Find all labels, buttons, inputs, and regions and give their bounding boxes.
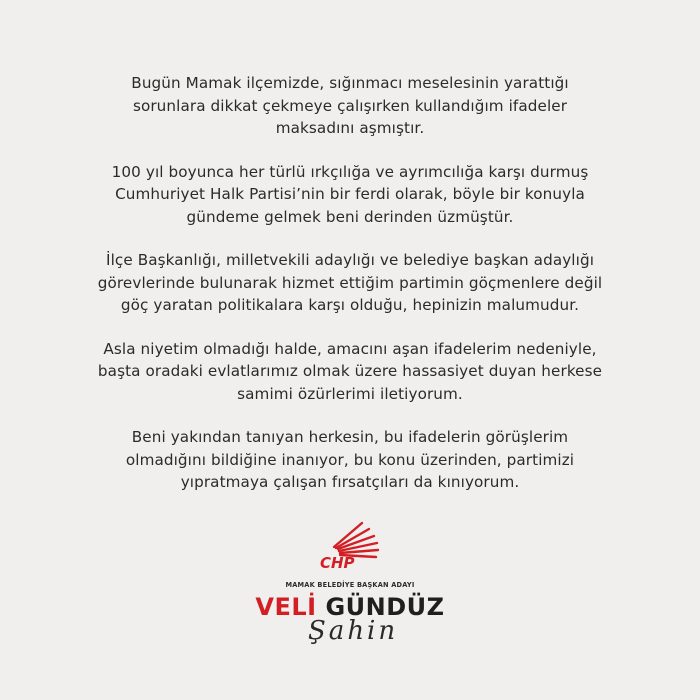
paragraph-line: Bugün Mamak ilçemizde, sığınmacı meselesinin yarattığı <box>131 74 569 92</box>
paragraph-line: gündeme gelmek beni derinden üzmüştür. <box>186 207 514 226</box>
statement-body <box>60 72 640 515</box>
chp-six-arrows-logo-icon <box>312 515 392 575</box>
handwritten-signature <box>280 603 430 653</box>
paragraph-line: olmadığını bildiğine inanıyor, bu konu üzerinden, partimizi <box>125 450 575 469</box>
paragraph-line: Asla niyetim olmadığı halde, amacını aşan ifadelerim nedeniyle, <box>103 339 597 358</box>
statement-paragraph-2 <box>60 161 640 229</box>
paragraph-line: maksadını aşmıştır. <box>275 119 425 137</box>
statement-paragraph-5 <box>60 426 640 494</box>
paragraph-line: görevlerinde bulunarak hizmet ettiğim partimin göçmenlere değil <box>97 273 603 292</box>
statement-paragraph-3 <box>60 249 640 317</box>
paragraph-line: başta oradaki evlatlarımız olmak üzere hassasiyet duyan herkese <box>97 362 603 380</box>
logo-text: CHP <box>320 554 355 572</box>
signature-block <box>240 515 460 655</box>
candidate-first-name: VELİ <box>255 593 317 621</box>
candidate-last-name: GÜNDÜZ <box>316 593 445 621</box>
statement-paragraph-1 <box>60 72 640 140</box>
paragraph-line: göç yaratan politikalara karşı olduğu, hepinizin malumudur. <box>120 296 580 314</box>
paragraph-line: sorunlara dikkat çekmeye çalışırken kullandığım ifadeler <box>132 96 568 115</box>
handwritten-signature-text: Şahin <box>308 616 399 646</box>
paragraph-line: samimi özürlerimi iletiyorum. <box>237 384 463 403</box>
paragraph-line: Beni yakından tanıyan herkesin, bu ifadelerin görüşlerim <box>131 428 569 446</box>
paragraph-line: yıpratmaya çalışan fırsatçıları da kınıyorum. <box>180 473 520 491</box>
paragraph-line: Cumhuriyet Halk Partisi’nin bir ferdi olarak, böyle bir konuyla <box>115 185 585 203</box>
statement-paragraph-4 <box>60 338 640 406</box>
paragraph-line: 100 yıl boyunca her türlü ırkçılığa ve ayrımcılığa karşı durmuş <box>111 162 589 181</box>
paragraph-line: İlçe Başkanlığı, milletvekili adaylığı ve belediye başkan adaylığı <box>105 251 595 269</box>
candidate-title: MAMAK BELEDİYE BAŞKAN ADAYI <box>285 581 415 589</box>
